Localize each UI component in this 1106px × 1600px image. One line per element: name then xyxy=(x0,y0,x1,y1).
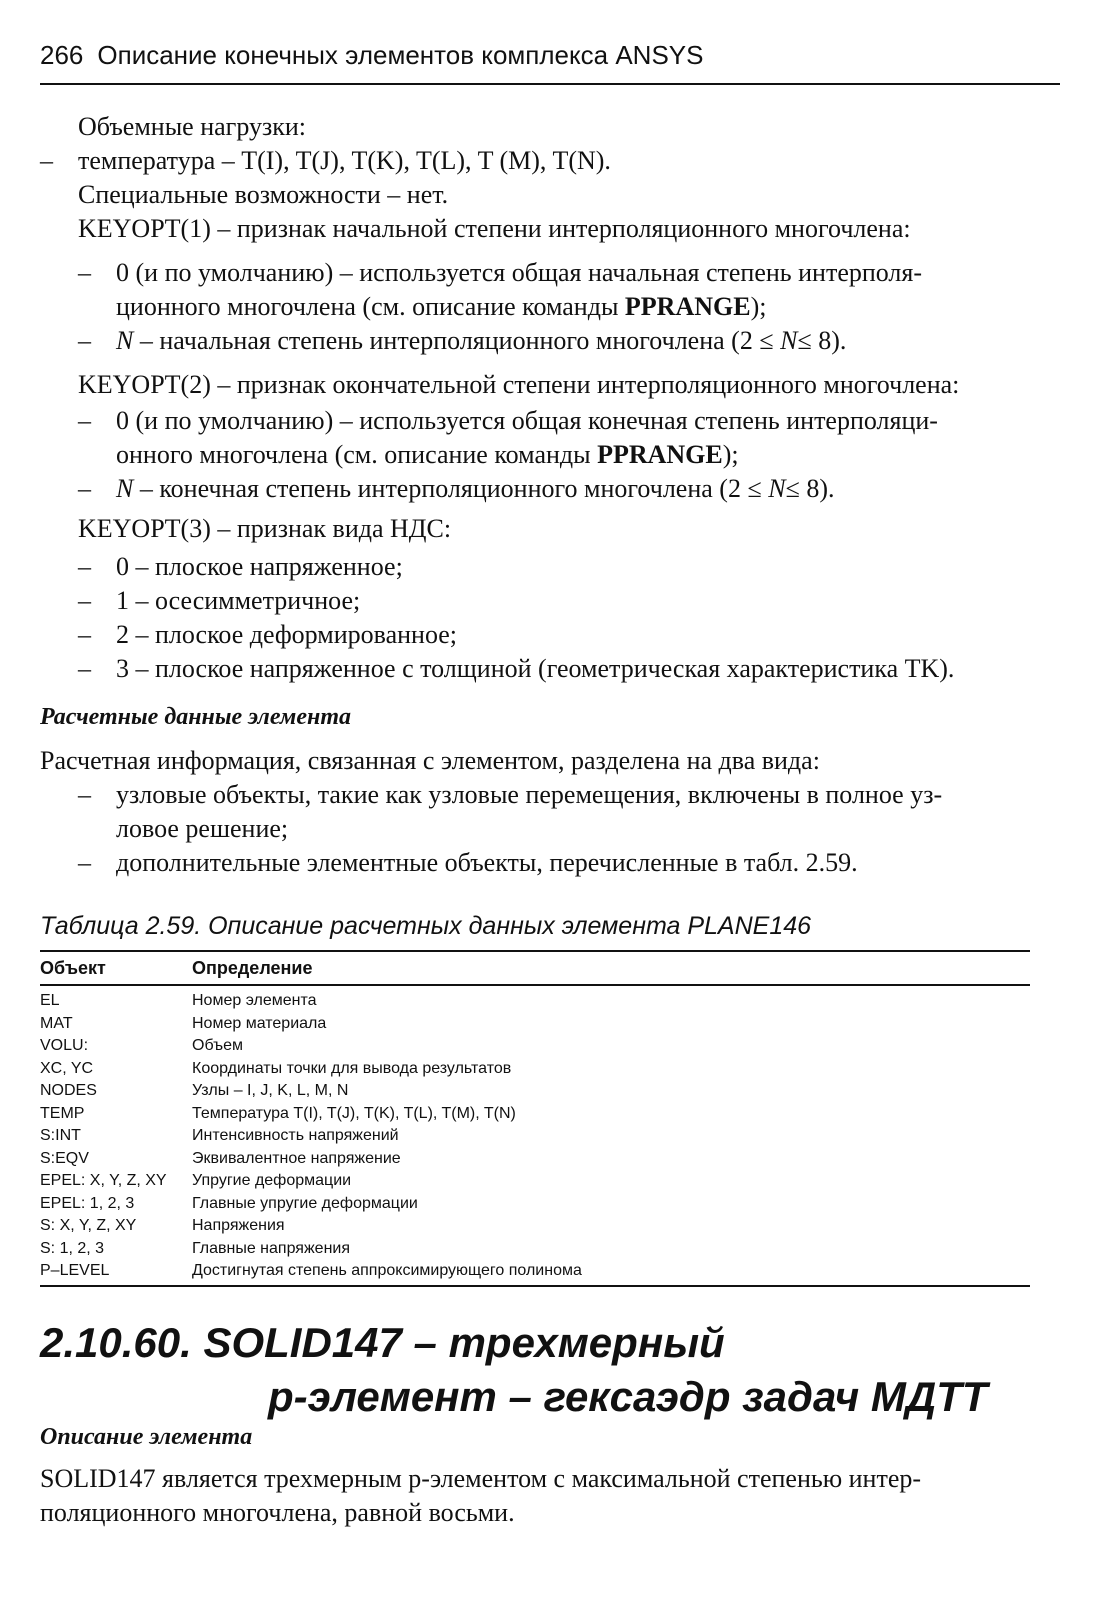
cell-definition: Координаты точки для вывода результатов xyxy=(192,1059,512,1077)
dash-marker: – xyxy=(78,620,91,649)
list-item xyxy=(40,472,1060,506)
special-features: Специальные возможности – нет. xyxy=(78,180,449,209)
cell-object: S: X, Y, Z, XY xyxy=(40,1217,137,1234)
output-item1-line1: узловые объекты, такие как узловые перемещения, включены в полное уз- xyxy=(116,780,943,809)
cell-object: EL xyxy=(40,992,60,1009)
output-item1-line2: ловое решение; xyxy=(116,814,289,843)
dash-marker: – xyxy=(78,552,91,581)
cell-definition: Интенсивность напряжений xyxy=(192,1127,399,1144)
table-row xyxy=(40,1013,1030,1036)
cell-definition: Номер материала xyxy=(192,1014,327,1032)
cell-definition: Эквивалентное напряжение xyxy=(192,1149,401,1167)
cell-object: S: 1, 2, 3 xyxy=(40,1239,105,1257)
table-header-row xyxy=(40,950,1030,986)
table-row xyxy=(40,990,1030,1013)
list-item xyxy=(40,550,1060,584)
table-row xyxy=(40,1170,1030,1193)
description-line1: SOLID147 является трехмерным p-элементом с максимальной степенью интер- xyxy=(40,1464,922,1493)
list-item xyxy=(40,584,1060,618)
keyopt3-opt2: 2 – плоское деформированное; xyxy=(116,620,458,649)
body-load-temperature: температура – T(I), T(J), T(K), T(L), T (M), T(N). xyxy=(78,146,611,175)
column-header-definition: Определение xyxy=(192,958,313,978)
command-pprange: PPRANGE xyxy=(597,440,723,469)
table-body xyxy=(40,986,1030,1287)
output-intro: Расчетная информация, связанная с элементом, разделена на два вида: xyxy=(40,746,820,775)
table-row xyxy=(40,1125,1030,1148)
keyopt3-opt1: 1 – осесимметричное; xyxy=(116,586,361,615)
cell-object: P–LEVEL xyxy=(40,1262,110,1279)
table-caption: Таблица 2.59. Описание расчетных данных элемента PLANE146 xyxy=(40,912,812,940)
text-segment: ); xyxy=(750,292,767,321)
element-description-heading: Описание элемента xyxy=(40,1424,253,1450)
cell-definition: Достигнутая степень аппроксимирующего полинома xyxy=(192,1262,582,1279)
list-item xyxy=(40,846,1060,880)
cell-definition: Объем xyxy=(192,1037,243,1054)
variable-n: N xyxy=(116,474,134,503)
cell-object: S:EQV xyxy=(40,1149,89,1167)
keyopt3-options xyxy=(40,550,1060,686)
dash-marker: – xyxy=(78,326,91,355)
cell-object: VOLU: xyxy=(40,1037,89,1054)
cell-object: MAT xyxy=(40,1014,73,1032)
keyopt2-opt0-line2 xyxy=(40,438,1060,472)
list-item xyxy=(40,324,1060,358)
table-row xyxy=(40,1238,1030,1261)
keyopt1-opt0-line1: 0 (и по умолчанию) – используется общая начальная степень интерполя- xyxy=(116,258,923,287)
keyopt1-title: KEYOPT(1) – признак начальной степени интерполяционного многочлена: xyxy=(78,214,911,243)
dash-marker: – xyxy=(78,258,91,287)
list-item xyxy=(40,618,1060,652)
cell-object: TEMP xyxy=(40,1104,85,1122)
running-header xyxy=(40,40,1060,85)
cell-object: EPEL: 1, 2, 3 xyxy=(40,1194,135,1212)
keyopt2-options xyxy=(40,404,1060,506)
description-line2: поляционного многочлена, равной восьми. xyxy=(40,1498,515,1527)
variable-n: N xyxy=(780,326,798,355)
table-row xyxy=(40,1058,1030,1081)
cell-definition: Узлы – I, J, K, L, M, N xyxy=(192,1082,349,1099)
element-description-text xyxy=(40,1462,1060,1530)
running-title: Описание конечных элементов комплекса ANSYS xyxy=(97,40,704,70)
list-item xyxy=(40,256,1060,290)
cell-definition: Главные напряжения xyxy=(192,1239,350,1257)
dash-marker: – xyxy=(78,848,91,877)
keyopt1-options xyxy=(40,256,1060,358)
keyopt2-opt0-line1: 0 (и по умолчанию) – используется общая конечная степень интерполяци- xyxy=(116,406,938,435)
text-segment: онного многочлена (см. описание команды xyxy=(116,440,598,469)
text-segment: – конечная степень интерполяционного многочлена (2 ≤ xyxy=(133,474,769,503)
output-data-heading: Расчетные данные элемента xyxy=(40,704,351,730)
dash-marker: – xyxy=(78,654,91,683)
cell-object: S:INT xyxy=(40,1127,81,1144)
section-title-line2: p-элемент – гексаэдр задач МДТТ xyxy=(268,1373,988,1420)
dash-marker: – xyxy=(78,406,91,435)
output-item2: дополнительные элементные объекты, перечисленные в табл. 2.59. xyxy=(116,848,858,877)
dash-marker: – xyxy=(78,474,91,503)
text-segment: – начальная степень интерполяционного многочлена (2 ≤ xyxy=(133,326,781,355)
section-title xyxy=(40,1316,1060,1424)
command-pprange: PPRANGE xyxy=(624,292,751,321)
cell-definition: Температура T(I), T(J), T(K), T(L), T(M), T(N) xyxy=(192,1104,516,1122)
variable-n: N xyxy=(768,474,786,503)
list-item xyxy=(40,404,1060,438)
table-row xyxy=(40,1193,1030,1216)
page-number: 266 xyxy=(40,40,84,70)
text-segment: ≤ 8). xyxy=(797,326,847,355)
cell-definition: Упругие деформации xyxy=(192,1172,352,1189)
cell-object: NODES xyxy=(40,1082,97,1099)
text-segment: ционного многочлена (см. описание команды xyxy=(116,292,625,321)
keyopt1-opt0-line2 xyxy=(40,290,1060,324)
keyopt3-title: KEYOPT(3) – признак вида НДС: xyxy=(78,514,452,543)
cell-object: EPEL: X, Y, Z, XY xyxy=(40,1172,167,1189)
text-segment: ≤ 8). xyxy=(785,474,835,503)
list-item xyxy=(40,778,1060,812)
cell-definition: Главные упругие деформации xyxy=(192,1194,418,1212)
table-row xyxy=(40,1103,1030,1126)
body-loads-block xyxy=(40,110,1058,246)
table-row xyxy=(40,1080,1030,1103)
section-title-line1: 2.10.60. SOLID147 – трехмерный xyxy=(40,1319,725,1366)
cell-definition: Номер элемента xyxy=(192,992,317,1009)
output-data-block xyxy=(40,744,1060,880)
table-row xyxy=(40,1035,1030,1058)
body-loads-title: Объемные нагрузки: xyxy=(78,112,307,141)
cell-definition: Напряжения xyxy=(192,1217,285,1234)
keyopt3-opt0: 0 – плоское напряженное; xyxy=(116,552,403,581)
keyopt2-title: KEYOPT(2) – признак окончательной степени интерполяционного многочлена: xyxy=(78,370,960,399)
table-row xyxy=(40,1260,1030,1283)
table-row xyxy=(40,1148,1030,1171)
cell-object: XC, YC xyxy=(40,1059,94,1077)
list-item xyxy=(40,144,1058,178)
column-header-object: Объект xyxy=(40,958,106,978)
dash-marker: – xyxy=(78,780,91,809)
table-row xyxy=(40,1215,1030,1238)
list-item xyxy=(40,652,1060,686)
keyopt3-opt3: 3 – плоское напряженное с толщиной (геометрическая характеристика TK). xyxy=(116,654,955,683)
dash-marker: – xyxy=(78,586,91,615)
variable-n: N xyxy=(116,326,134,355)
output-table xyxy=(40,950,1030,1287)
text-segment: ); xyxy=(722,440,739,469)
dash-marker: – xyxy=(40,146,53,175)
